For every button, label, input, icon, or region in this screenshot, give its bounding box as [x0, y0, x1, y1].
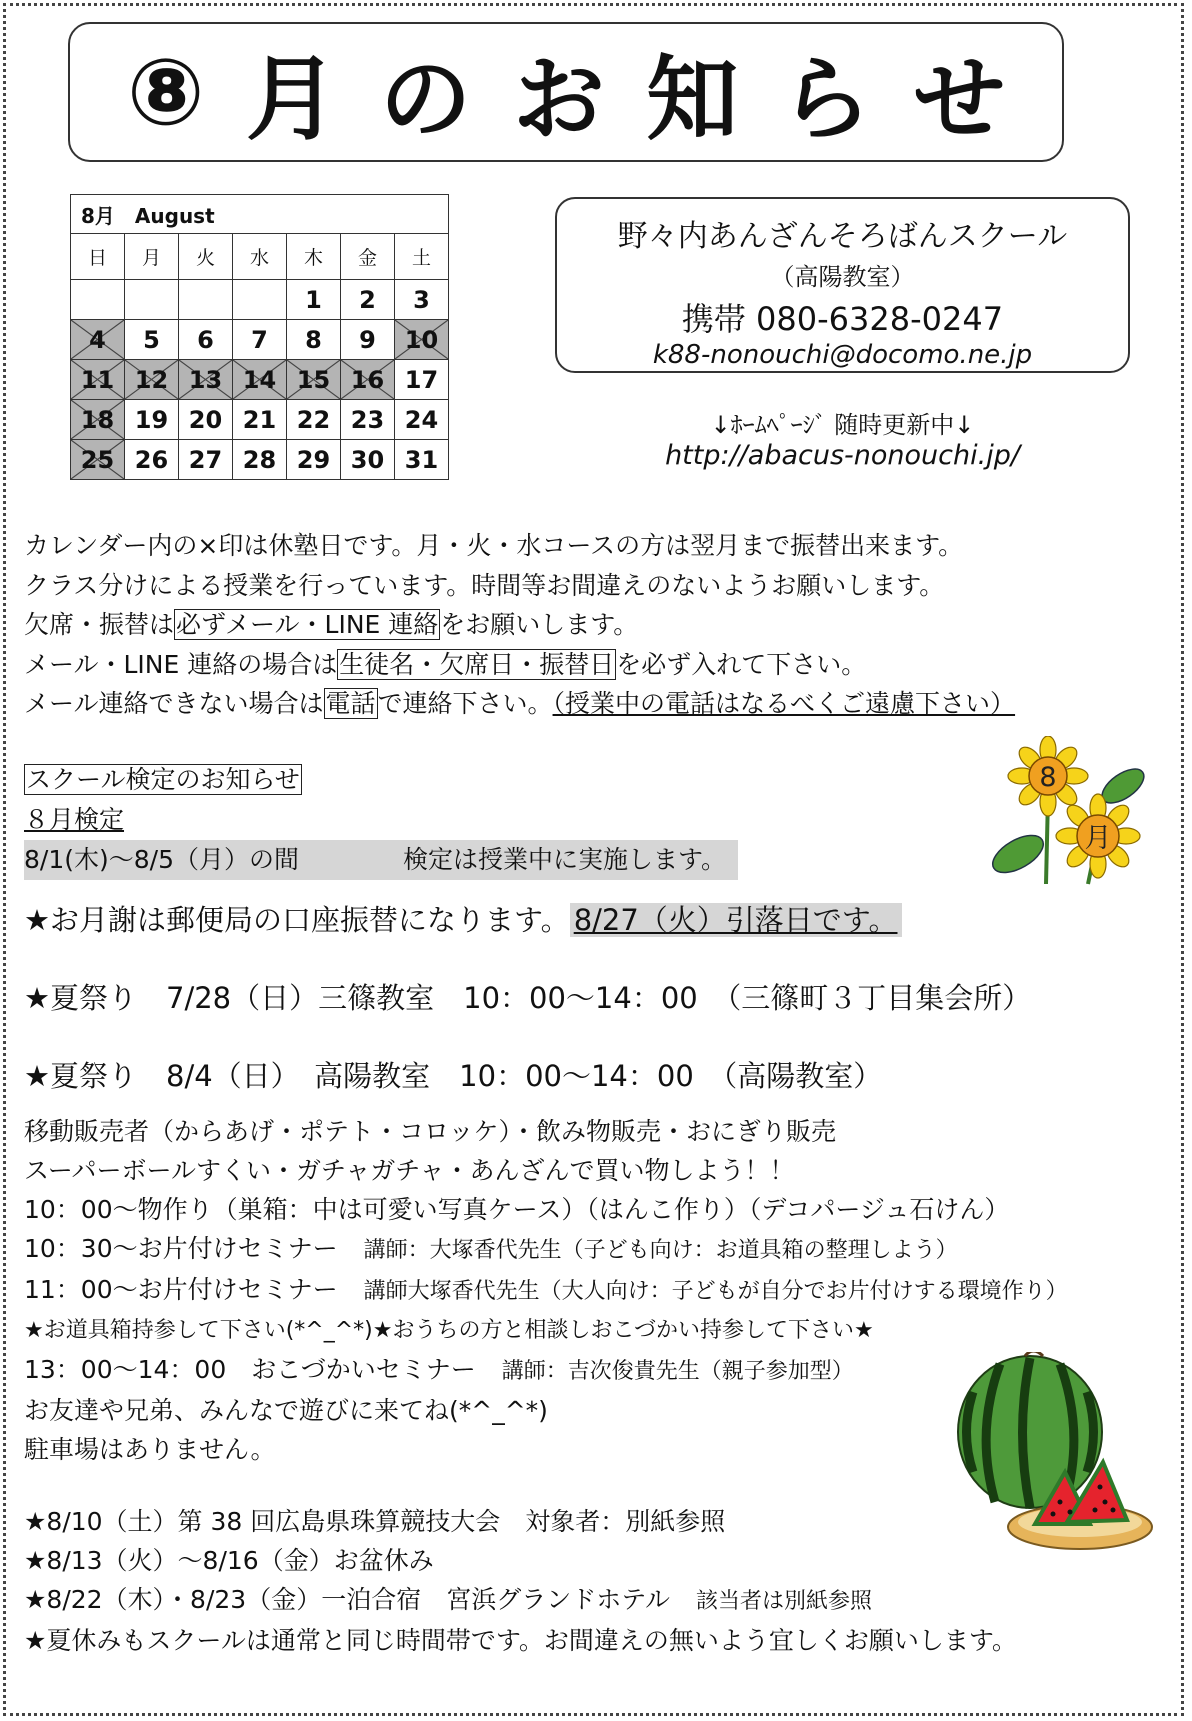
- calendar-day: [287, 280, 341, 320]
- tuition-text: ★お月謝は郵便局の口座振替になります。: [24, 903, 570, 937]
- weekday-label: 火: [179, 234, 233, 280]
- day-number: 16: [350, 365, 385, 394]
- event-item: ★夏休みもスクールは通常と同じ時間帯です。お間違えの無いよう宜しくお願いします。: [24, 1626, 1017, 1655]
- calendar-day-closed: [71, 320, 125, 360]
- day-number: 26: [134, 445, 169, 474]
- day-number: 22: [296, 405, 331, 434]
- day-number: 6: [197, 325, 214, 354]
- day-number: 21: [242, 405, 277, 434]
- festival-line: お友達や兄弟、みんなで遊びに来てね(*^_^*): [24, 1396, 548, 1425]
- sunflower-illustration: [988, 736, 1148, 886]
- festival-line: [24, 1350, 1068, 1391]
- note-text: メール連絡できない場合は: [24, 689, 324, 718]
- kentei-heading-text: スクール検定のお知らせ: [26, 765, 300, 794]
- sunflower-month: 月: [1084, 823, 1112, 854]
- day-number: 15: [296, 365, 331, 394]
- school-email[interactable]: k88-nonouchi@docomo.ne.jp: [652, 340, 1033, 370]
- day-number: 4: [89, 325, 106, 354]
- event-item: [24, 1580, 1017, 1621]
- calendar-day: [341, 280, 395, 320]
- festival-line: ★お道具箱持参して下さい(*^_^*)★おうちの方と相談しおこづかい持参して下さい★: [24, 1318, 874, 1343]
- calendar-day-empty: [125, 280, 179, 320]
- day-number: 5: [143, 325, 160, 354]
- calendar-day: [341, 320, 395, 360]
- watermelon-illustration: [955, 1352, 1155, 1562]
- festival-lecturer: 講師：吉次俊貴先生（親子参加型）: [501, 1359, 854, 1384]
- kentei-note: 検定は授業中に実施します。: [402, 845, 726, 874]
- kentei-section: [24, 760, 738, 880]
- page-title: [70, 24, 1062, 160]
- title-char: ⑧: [126, 38, 205, 146]
- festival-line: [24, 1270, 1068, 1311]
- day-number: 31: [404, 445, 439, 474]
- calendar-day-closed: [233, 360, 287, 400]
- calendar-day: [287, 320, 341, 360]
- day-number: 1: [305, 285, 322, 314]
- day-number: 30: [350, 445, 385, 474]
- event-note: 該当者は別紙参照: [695, 1589, 872, 1614]
- notes-section: [24, 526, 1015, 724]
- calendar-day: [179, 320, 233, 360]
- calendar-day: [125, 400, 179, 440]
- festival-time: 13：00～14：00 おこづかいセミナー: [24, 1355, 476, 1384]
- weekday-label: 金: [341, 234, 395, 280]
- day-number: 7: [251, 325, 268, 354]
- calendar-day: [233, 400, 287, 440]
- note-underlined-text: （授業中の電話はなるべくご遠慮下さい）: [552, 689, 1016, 718]
- calendar-day-closed: [71, 400, 125, 440]
- day-number: 28: [242, 445, 277, 474]
- calendar-day: [287, 440, 341, 480]
- festival-time: 11：00～お片付けセミナー: [24, 1275, 338, 1304]
- day-number: 25: [80, 445, 115, 474]
- festival-line: スーパーボールすくい・ガチャガチャ・あんざんで買い物しよう！！: [24, 1156, 795, 1185]
- calendar-day: [287, 400, 341, 440]
- calendar-day: [179, 440, 233, 480]
- calendar-day: [395, 440, 449, 480]
- homepage-link[interactable]: http://abacus-nonouchi.jp/: [665, 440, 1020, 471]
- festival-2: ★夏祭り 8/4（日） 高陽教室 10：00～14：00 （高陽教室）: [24, 1059, 883, 1093]
- calendar-day: [395, 280, 449, 320]
- weekday-label: 水: [233, 234, 287, 280]
- calendar-day: [395, 400, 449, 440]
- title-char: ら: [779, 46, 872, 153]
- day-number: 14: [242, 365, 277, 394]
- day-number: 2: [359, 285, 376, 314]
- title-banner: [68, 22, 1064, 162]
- day-number: 29: [296, 445, 331, 474]
- note-line: [24, 605, 1015, 645]
- note-line: [24, 645, 1015, 685]
- calendar-day-closed: [71, 440, 125, 480]
- day-number: 18: [80, 405, 115, 434]
- day-number: 27: [188, 445, 223, 474]
- day-number: 13: [188, 365, 223, 394]
- school-branch: （高陽教室）: [770, 263, 915, 291]
- calendar-day-empty: [233, 280, 287, 320]
- sunflower-number: 8: [1039, 762, 1057, 793]
- note-text: で連絡下さい。: [377, 689, 553, 718]
- festival-line: 駐車場はありません。: [24, 1435, 276, 1464]
- calendar-day: [233, 320, 287, 360]
- calendar-day-closed: [341, 360, 395, 400]
- weekday-label: 月: [125, 234, 179, 280]
- calendar-day: [341, 400, 395, 440]
- festival-line: [24, 1229, 1068, 1270]
- calendar-day: [179, 400, 233, 440]
- calendar-day: [125, 320, 179, 360]
- weekday-label: 土: [395, 234, 449, 280]
- calendar-day: [395, 360, 449, 400]
- festival-line: 移動販売者（からあげ・ポテト・コロッケ）・飲み物販売・おにぎり販売: [24, 1117, 837, 1146]
- note-text: をお願いします。: [440, 610, 639, 639]
- day-number: 10: [404, 325, 439, 354]
- calendar-header: 8月 August: [71, 195, 449, 234]
- calendar-day-closed: [71, 360, 125, 400]
- festival-lecturer: 講師：大塚香代先生（子ども向け：お道具箱の整理しよう）: [363, 1238, 958, 1263]
- title-char: 知: [646, 46, 739, 153]
- kentei-period: 8/1(木)～8/5（月）の間: [24, 845, 299, 874]
- tuition-notice: [24, 898, 902, 939]
- note-text: を必ず入れて下さい。: [616, 649, 867, 679]
- calendar-day: [125, 440, 179, 480]
- school-name: 野々内あんざんそろばんスクール: [617, 219, 1068, 254]
- day-number: 11: [80, 365, 115, 394]
- school-info-box: [555, 197, 1130, 373]
- calendar-day-empty: [71, 280, 125, 320]
- festival-details: [24, 1112, 1068, 1469]
- title-char: お: [512, 46, 605, 153]
- note-line: クラス分けによる授業を行っています。時間等お間違えのないようお願いします。: [24, 570, 945, 600]
- school-phone: 携帯 080-6328-0247: [681, 300, 1004, 338]
- day-number: 17: [404, 365, 439, 394]
- weekday-label: 日: [71, 234, 125, 280]
- festival-line: 10：00～物作り（巣箱：中は可愛い写真ケース）（はんこ作り）（デコパージュ石けん）: [24, 1195, 1010, 1224]
- calendar-day-closed: [287, 360, 341, 400]
- calendar-day: [233, 440, 287, 480]
- kentei-line: [24, 840, 738, 880]
- calendar-day: [341, 440, 395, 480]
- day-number: 19: [134, 405, 169, 434]
- event-item: ★8/10（土）第 38 回広島県珠算競技大会 対象者：別紙参照: [24, 1507, 726, 1536]
- festival-1: ★夏祭り 7/28（日）三篠教室 10：00～14：00 （三篠町３丁目集会所）: [24, 981, 1032, 1015]
- note-line: カレンダー内の×印は休塾日です。月・火・水コースの方は翌月まで振替出来ます。: [24, 531, 964, 560]
- event-item: ★8/13（火）～8/16（金）お盆休み: [24, 1546, 434, 1575]
- note-text: メール・LINE 連絡の場合は: [24, 649, 338, 679]
- title-char: せ: [913, 46, 1006, 153]
- calendar-day-closed: [395, 320, 449, 360]
- day-number: 9: [359, 325, 376, 354]
- day-number: 23: [350, 405, 385, 434]
- events-list: [24, 1502, 1017, 1660]
- kentei-heading: [24, 760, 738, 800]
- calendar-day-empty: [179, 280, 233, 320]
- day-number: 12: [134, 365, 169, 394]
- kentei-sub-text: ８月検定: [24, 805, 125, 834]
- kentei-sub: [24, 800, 738, 840]
- weekday-label: 木: [287, 234, 341, 280]
- note-line: [24, 684, 1015, 724]
- tuition-date: 8/27（火）引落日です。: [570, 903, 902, 937]
- calendar-day-closed: [125, 360, 179, 400]
- day-number: 20: [188, 405, 223, 434]
- note-boxed-text: 生徒名・欠席日・振替日: [339, 649, 615, 679]
- day-number: 24: [404, 405, 439, 434]
- title-char: 月: [246, 46, 339, 153]
- note-boxed-text: 必ずメール・LINE 連絡: [176, 610, 439, 639]
- note-boxed-text: 電話: [325, 689, 376, 718]
- day-number: 8: [305, 325, 322, 354]
- note-text: 欠席・振替は: [24, 610, 175, 639]
- kentei-highlight: [24, 840, 738, 880]
- festival-time: 10：30～お片付けセミナー: [24, 1234, 338, 1263]
- day-number: 3: [413, 285, 430, 314]
- calendar: [70, 194, 449, 480]
- festival-lecturer: 講師大塚香代先生（大人向け：子どもが自分でお片付けする環境作り）: [363, 1279, 1068, 1304]
- homepage-note: ↓ﾎｰﾑﾍﾟｰｼﾞ 随時更新中↓: [710, 411, 975, 439]
- calendar-day-closed: [179, 360, 233, 400]
- event-text: ★8/22（木）・8/23（金）一泊合宿 宮浜グランドホテル: [24, 1585, 670, 1614]
- title-char: の: [379, 46, 472, 153]
